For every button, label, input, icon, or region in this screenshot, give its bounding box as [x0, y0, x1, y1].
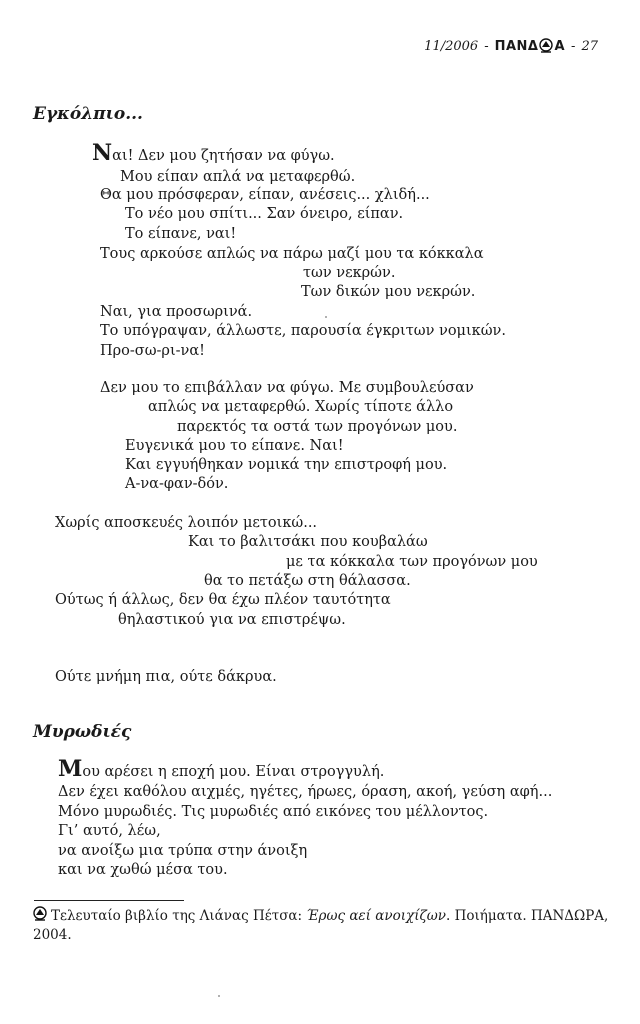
footnote	[33, 906, 613, 945]
poem-line: Χωρίς αποσκευές λοιπόν μετοικώ...	[55, 515, 318, 531]
poem-line: Το είπανε, ναι!	[125, 226, 237, 242]
book-title: Έρως αεί ανοιχίζων	[306, 908, 447, 924]
drop-cap: Ν	[92, 140, 113, 166]
poem-line: Ούτως ή άλλως, δεν θα έχω πλέον ταυτότητα	[55, 592, 391, 608]
footnote-divider	[34, 900, 184, 901]
running-header	[424, 38, 598, 54]
poem-line: Προ-σω-ρι-να!	[100, 343, 205, 359]
footnote-suffix: . Ποιήματα. ΠΑΝΔΩΡΑ,	[446, 908, 609, 924]
poem-line: Δεν μου το επιβάλλαν να φύγω. Με συμβουλεύσαν	[100, 380, 474, 396]
poem-line: Μου είπαν απλά να μεταφερθώ.	[120, 169, 356, 185]
poem-line: Ναι, για προσωρινά.	[100, 304, 253, 320]
pandora-logo-icon	[33, 906, 47, 922]
poem-line: Δεν έχει καθόλου αιχμές, ηγέτες, ήρωες, όραση, ακοή, γεύση αφή...	[58, 784, 553, 800]
scan-speck	[218, 995, 220, 997]
scan-speck	[325, 316, 327, 318]
poem-line: Το νέο μου σπίτι... Σαν όνειρο, είπαν.	[125, 206, 404, 222]
line-text: ου αρέσει η εποχή μου. Είναι στρογγυλή.	[82, 764, 385, 780]
drop-cap: Μ	[58, 756, 83, 782]
poem-line: Ούτε μνήμη πια, ούτε δάκρυα.	[55, 669, 277, 685]
poem-title: Εγκόλπιο...	[33, 104, 143, 124]
poem-line: Ευγενικά μου το είπανε. Ναι!	[125, 438, 344, 454]
footnote-year: 2004.	[33, 927, 72, 943]
pandora-logo-icon	[539, 38, 553, 54]
poem-line: Και εγγυήθηκαν νομικά την επιστροφή μου.	[125, 457, 448, 473]
poem-line	[92, 140, 335, 166]
poem-line: Μόνο μυρωδιές. Τις μυρωδιές από εικόνες του μέλλοντος.	[58, 804, 489, 820]
poem-line: θα το πετάξω στη θάλασσα.	[204, 573, 411, 589]
magazine-name	[495, 38, 565, 54]
header-separator-2: -	[571, 38, 576, 54]
line-text: αι! Δεν μου ζητήσαν να φύγω.	[112, 148, 335, 164]
poem-line	[58, 756, 385, 782]
poem-title: Μυρωδιές	[33, 722, 132, 742]
poem-line: Θα μου πρόσφεραν, είπαν, ανέσεις... χλιδή...	[100, 187, 430, 203]
poem-line: Τους αρκούσε απλώς να πάρω μαζί μου τα κόκκαλα	[100, 246, 484, 262]
poem-line: απλώς να μεταφερθώ. Χωρίς τίποτε άλλο	[148, 399, 454, 415]
page-number: 27	[581, 38, 598, 54]
poem-line: παρεκτός τα οστά των προγόνων μου.	[177, 419, 458, 435]
magazine-name-end: Α	[554, 38, 566, 54]
footnote-prefix: Τελευταίο βιβλίο της Λιάνας Πέτσα:	[51, 908, 307, 924]
poem-line: και να χωθώ μέσα του.	[58, 862, 228, 878]
magazine-name-start: ΠΑΝΔ	[494, 38, 539, 54]
poem-line: να ανοίξω μια τρύπα στην άνοιξη	[58, 843, 308, 859]
issue-date: 11/2006	[424, 38, 479, 54]
poem-line: με τα κόκκαλα των προγόνων μου	[286, 554, 538, 570]
poem-line: Των δικών μου νεκρών.	[301, 284, 476, 300]
poem-line: Το υπόγραψαν, άλλωστε, παρουσία έγκριτων νομικών.	[100, 323, 506, 339]
header-separator: -	[484, 38, 489, 54]
poem-line: Γι’ αυτό, λέω,	[58, 823, 161, 839]
poem-line: Και το βαλιτσάκι που κουβαλάω	[188, 534, 428, 550]
poem-line: των νεκρών.	[303, 265, 396, 281]
poem-line: θηλαστικού για να επιστρέψω.	[118, 612, 346, 628]
poem-line: Α-να-φαν-δόν.	[125, 476, 229, 492]
